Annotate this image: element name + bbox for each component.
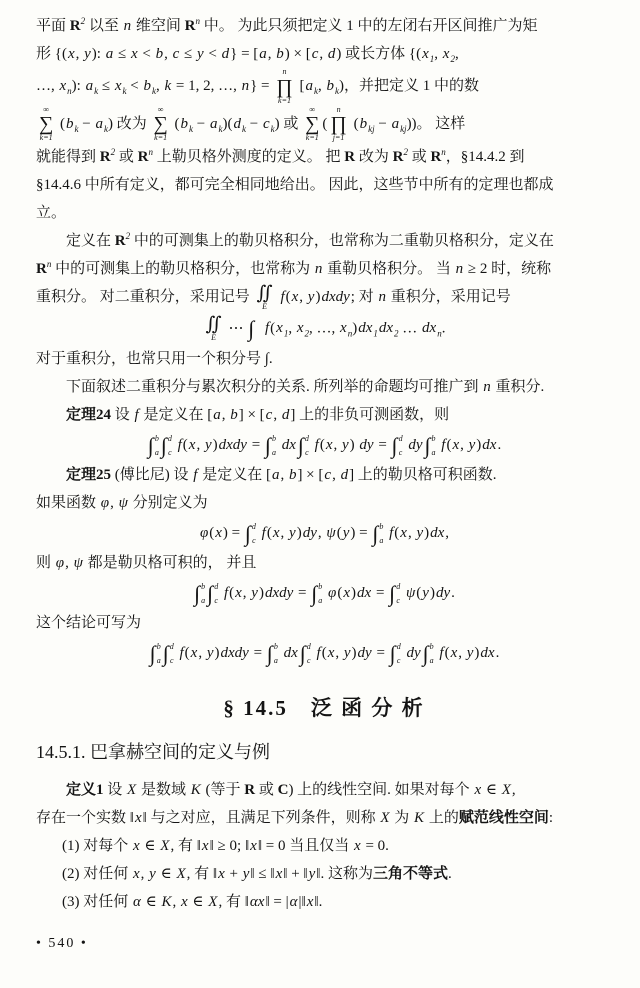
text-line: 这个结论可写为	[36, 615, 142, 632]
subsection-heading: 14.5.1. 巴拿赫空间的定义与例	[36, 742, 270, 763]
integral-operator: ∫ d c	[162, 641, 174, 666]
formula-line: ∫ b a ∫ d c f(x, y)dxdy = ∫ b a dx ∫ d c f(x, y)dy = ∫ d c dy ∫ b a f(x, y)dx.	[149, 641, 500, 666]
text-line: ∞ ∑ k=1 $(b_k - a_k)$ 改为 ∞ ∑ k=1 $(b_k - a_k)(d_k - c_k)$ 或 ∞ ∑ k=1 ( n ∏ j=1 $(b_{kj} - a_{kj})$)。 这样	[39, 104, 466, 143]
sum-operator: ∞ ∑ k=1	[305, 104, 320, 143]
text-line: 如果函数 φ, ψ 分别定义为	[36, 495, 208, 512]
text-line: 对于重积分，也常只用一个积分号 ∫.	[36, 351, 273, 368]
list-item: (2) 对任何 x, y ∈ X, 有 ‖x + y‖ ≤ ‖x‖ + ‖y‖. 这称为三角不等式.	[62, 866, 452, 883]
integral-operator: ∫ d c	[160, 433, 172, 458]
text-line: 下面叙述二重积分与累次积分的关系. 所列举的命题均可推广到 n 重积分.	[66, 379, 545, 396]
integral-operator: ∫ d c	[207, 581, 219, 606]
integral-operator: ∫ b a	[311, 581, 323, 606]
sum-operator: ∞ ∑ k=1	[153, 104, 168, 143]
formula-line: ∫ b a ∫ d c f(x, y)dxdy = ∫ b a φ(x)dx = ∫ d c ψ(y)dy.	[194, 581, 455, 606]
product-operator: n ∏ j=1	[330, 104, 347, 143]
text-line: 就能得到 $R^2$ 或 $R^n$ 上勒贝格外测度的定义。 把 R 改为 $R^2$ 或 $R^n$，§14.4.2 到	[36, 147, 525, 166]
list-item: (3) 对任何 α ∈ K, x ∈ X, 有 ‖αx‖ = |α|‖x‖.	[62, 894, 323, 911]
text-line: 定理24 设 f 是定义在 [a, b] × [c, d] 上的非负可测函数，则	[66, 407, 450, 424]
list-item: (1) 对每个 x ∈ X, 有 ‖x‖ ≥ 0; ‖x‖ = 0 当且仅当 x = 0.	[62, 838, 389, 855]
integral-operator: ∫ b a	[264, 433, 276, 458]
integral-operator: ∫ d c	[244, 521, 256, 546]
integral-operator: ∫ d c	[389, 641, 401, 666]
text-line: 形 {(x, y): a ≤ x < b, c ≤ y < d} = [a, b) × [c, d) 或长方体 {($x_1$, $x_2$,	[36, 46, 459, 64]
text-line: 平面 $R^2$ 以至 n 维空间 $R^n$ 中。 为此只须把定义 1 中的左闭右开区间推广为矩	[36, 16, 538, 34]
text-line: 定义1 设 X 是数域 K (等于 R 或 C) 上的线性空间. 如果对每个 x ∈ X,	[66, 782, 516, 799]
section-heading: § 14.5 泛 函 分 析	[223, 696, 425, 721]
text-line: …, $x_n$): $a_k \le x_k < b_k$, k = 1, 2, …, n} = n ∏ k=1 [$a_k$, $b_k$)，并把定义 1 中的数	[36, 67, 479, 105]
text-line: 存在一个实数 ‖x‖ 与之对应，且满足下列条件，则称 X 为 K 上的赋范线性空间:	[36, 810, 554, 827]
integral-operator: ∫ b a	[147, 433, 159, 458]
page-content	[36, 12, 612, 916]
integral-operator: ∫ d c	[297, 433, 309, 458]
integral-operator: ∫ b a	[424, 433, 436, 458]
double-integral-operator: ∬ E	[256, 282, 273, 311]
integral-operator: ∫ b a	[194, 581, 206, 606]
integral-operator: ∫ b a	[266, 641, 278, 666]
page-number: • 540 •	[36, 936, 88, 952]
integral-operator: ∫	[248, 315, 255, 341]
formula-line: ∫ b a ∫ d c f(x, y)dxdy = ∫ b a dx ∫ d c f(x, y) dy = ∫ d c dy ∫ b a f(x, y)dx.	[147, 433, 502, 458]
text-line: 定义在 $R^2$ 中的可测集上的勒贝格积分，也常称为二重勒贝格积分，定义在	[66, 231, 554, 250]
text-line: 定理25 (傅比尼) 设 f 是定义在 [a, b] × [c, d] 上的勒贝格可积函数.	[66, 467, 497, 484]
sum-operator: ∞ ∑ k=1	[39, 104, 54, 143]
text-line: $R^n$ 中的可测集上的勒贝格积分，也常称为 n 重勒贝格积分。 当 n ≥ 2 时，统称	[36, 259, 552, 278]
text-line: 立。	[36, 205, 67, 222]
integral-operator: ∫ d c	[299, 641, 311, 666]
text-line: 重积分。 对二重积分，采用记号 ∬ E f(x, y)dxdy; 对 n 重积分，采用记号	[36, 282, 511, 311]
product-operator: n ∏ k=1	[276, 67, 293, 105]
integral-operator: ∫ b a	[372, 521, 384, 546]
formula-line: ∬ E ⋯ ∫ $f(x_1$, $x_2$, …, $x_n)dx_1dx_2$ … $dx_n$.	[205, 313, 446, 342]
integral-operator: ∫ b a	[149, 641, 161, 666]
formula-line: φ(x) = ∫ d c f(x, y)dy, ψ(y) = ∫ b a f(x, y)dx,	[199, 521, 450, 546]
integral-operator: ∫ b a	[422, 641, 434, 666]
text-line: §14.4.6 中所有定义，都可完全相同地给出。 因此，这些节中所有的定理也都成	[36, 177, 554, 194]
text-line: 则 φ, ψ 都是勒贝格可积的， 并且	[36, 555, 257, 572]
integral-operator: ∫ d c	[389, 581, 401, 606]
integral-operator: ∫ d c	[391, 433, 403, 458]
double-integral-operator: ∬ E	[205, 313, 222, 342]
